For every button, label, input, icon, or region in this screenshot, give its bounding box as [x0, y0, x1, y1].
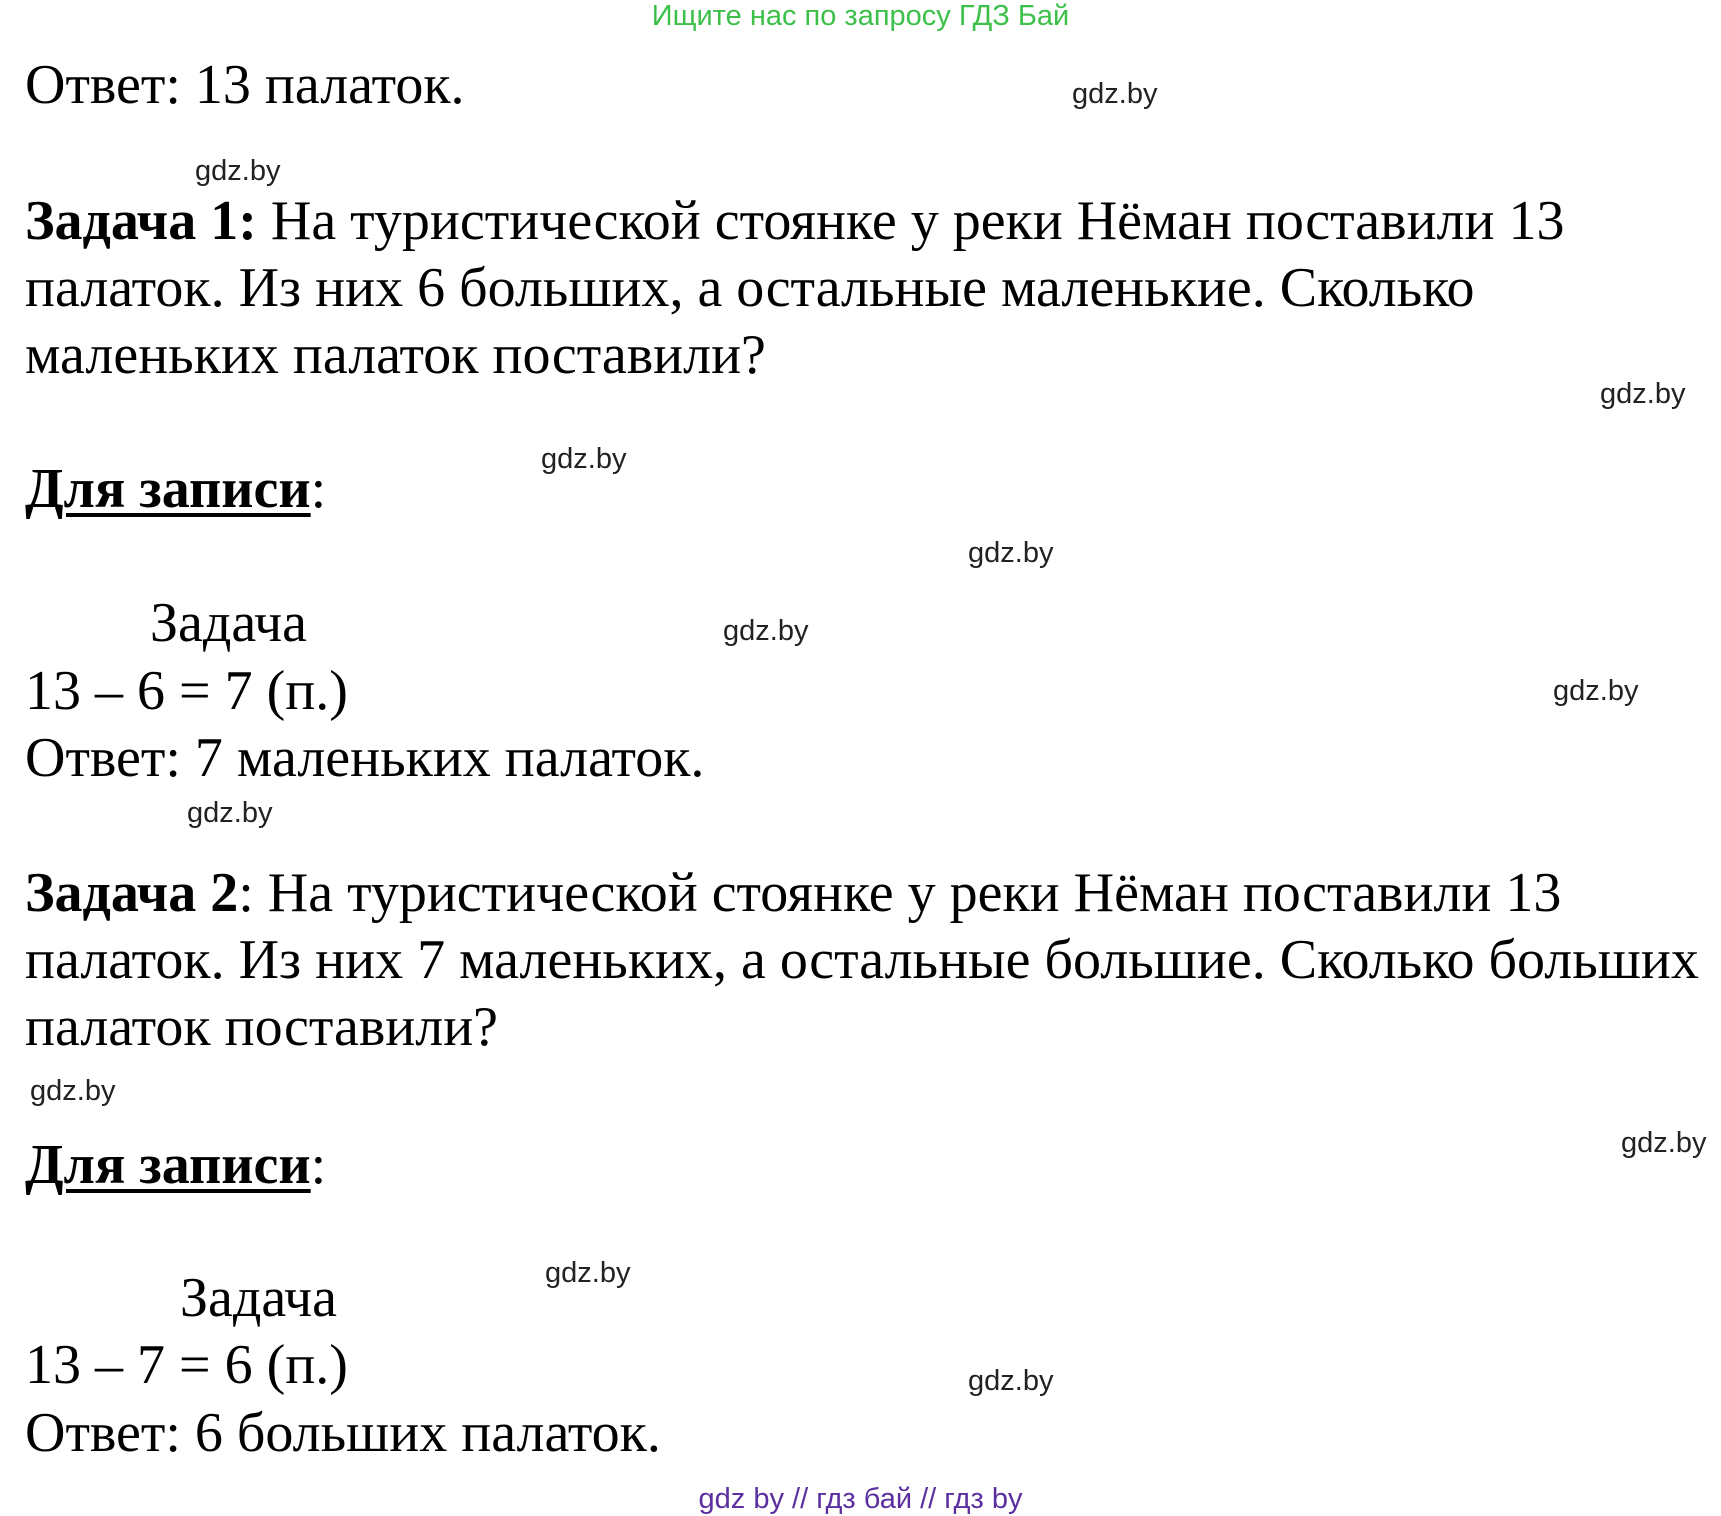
task1-record-heading — [25, 456, 326, 522]
task2-heading: Задача — [180, 1267, 338, 1329]
watermark: gdz.by — [541, 443, 627, 475]
task2-text: : На туристической стоянке у реки Нёман поставили 13 палаток. Из них 7 маленьких, а остальные большие. Сколько больших палаток поставили? — [25, 862, 1699, 1058]
task1-label: Задача 1: — [25, 190, 257, 252]
task2-record-label: Для записи — [25, 1134, 311, 1196]
watermark: gdz.by — [545, 1257, 631, 1289]
watermark: gdz.by — [968, 1365, 1054, 1397]
top-banner: Ищите нас по запросу ГДЗ Бай — [651, 0, 1070, 32]
watermark: gdz.by — [968, 537, 1054, 569]
watermark: gdz.by — [1072, 78, 1158, 110]
task2-record-heading — [25, 1132, 326, 1198]
watermark: gdz.by — [30, 1075, 116, 1107]
watermark: gdz.by — [1600, 378, 1686, 410]
task2-label: Задача 2 — [25, 862, 239, 924]
watermark: gdz.by — [1621, 1127, 1707, 1159]
task2-answer: Ответ: 6 больших палаток. — [25, 1402, 661, 1464]
task1-record-label: Для записи — [25, 458, 311, 520]
task1-record-colon: : — [310, 458, 327, 520]
task1-heading: Задача — [150, 592, 308, 654]
task1-text: На туристической стоянке у реки Нёман поставили 13 палаток. Из них 6 больших, а остальные маленькие. Сколько маленьких палаток поставили? — [25, 190, 1565, 386]
task2-equation: 13 – 7 = 6 (п.) — [25, 1334, 348, 1396]
task1-equation: 13 – 6 = 7 (п.) — [25, 660, 348, 722]
task2-statement — [25, 860, 1705, 1061]
watermark: gdz.by — [1553, 675, 1639, 707]
previous-answer: Ответ: 13 палаток. — [25, 54, 465, 116]
bottom-banner: gdz by // гдз бай // гдз by — [698, 1483, 1023, 1515]
task1-statement — [25, 188, 1705, 389]
task2-record-colon: : — [310, 1134, 327, 1196]
task1-answer: Ответ: 7 маленьких палаток. — [25, 727, 705, 789]
watermark: gdz.by — [195, 155, 281, 187]
watermark: gdz.by — [723, 615, 809, 647]
watermark: gdz.by — [187, 797, 273, 829]
